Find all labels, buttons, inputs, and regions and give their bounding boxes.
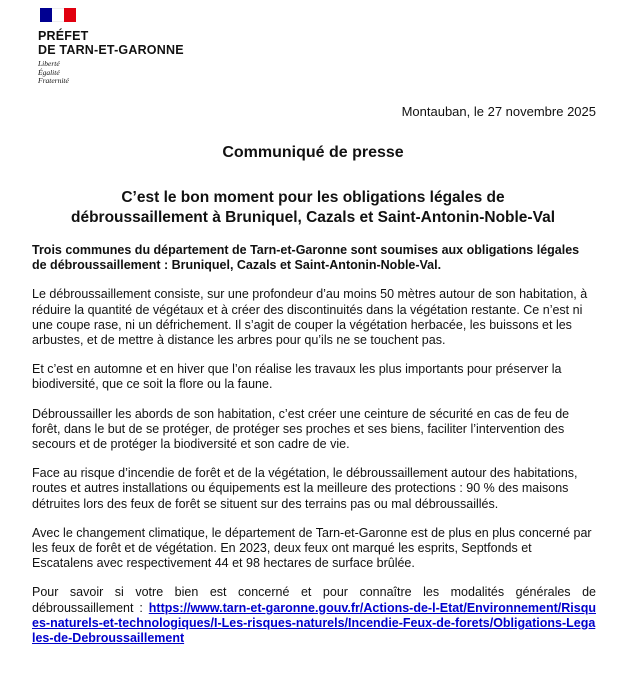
republic-motto (38, 60, 258, 86)
press-release-title (40, 188, 586, 228)
body-text (32, 243, 596, 660)
title-line-2: débroussaillement à Bruniquel, Cazals et Saint-Antonin-Noble-Val (70, 209, 556, 226)
date-line: Montauban, le 27 novembre 2025 (401, 104, 596, 119)
body-paragraph: Et c’est en automne et en hiver que l’on réalise les travaux les plus importants pour préserver la biodiversité, que ce soit la flore ou la faune. (32, 362, 562, 392)
lead-paragraph: Trois communes du département de Tarn-et-Garonne sont soumises aux obligations légales de débroussaillement : Bruniquel, Cazals et Saint-Antonin-Noble-Val. (32, 243, 580, 273)
flag-blue-stripe (40, 8, 52, 22)
flag-red-stripe (64, 8, 76, 22)
body-paragraph: Débroussailler les abords de son habitation, c’est créer une ceinture de sécurité en cas de feu de forêt, dans le but de se protéger, de protéger ses proches et ses biens, faciliter l’intervention des secours et de protéger la biodiversité et son cadre de vie. (32, 406, 570, 452)
closing-text: Pour savoir si votre bien est concerné et pour connaître les modalités générales de débroussaillement : (32, 585, 596, 615)
body-paragraph: Le débroussaillement consiste, sur une profondeur d’au moins 50 mètres autour de son habitation, à réduire la quantité de végétaux et à créer des discontinuités dans la végétation restante. Ce n’est ni une coupe rase, ni un défrichement. Il s’agit de couper la végétation herbacée, les buissons et les arbustes, et de mettre à distance les arbres pour qu’ils ne se touchent pas. (32, 287, 588, 348)
closing-paragraph (32, 585, 596, 646)
official-website-link[interactable]: https://www.tarn-et-garonne.gouv.fr/Actions-de-l-Etat/Environnement/Risques-naturels-et-technologiques/I-Les-risques-naturels/Incendie-Feux-de-forets/Obligations-Legales-de-Debroussaillement (32, 600, 596, 646)
document-heading: Communiqué de presse (222, 144, 404, 161)
body-paragraph: Avec le changement climatique, le département de Tarn-et-Garonne est de plus en plus concerné par les feux de forêt et de végétation. En 2023, deux feux ont marqué les esprits, Septfonds et Escatalens avec respectivement 44 et 98 hectares de surface brûlée. (32, 525, 592, 571)
motto-liberte: Liberté (38, 59, 60, 68)
title-line-1: C’est le bon moment pour les obligations légales de (121, 189, 505, 206)
french-flag-icon (40, 8, 76, 22)
flag-white-stripe (52, 8, 64, 22)
motto-fraternite: Fraternité (38, 76, 69, 85)
body-paragraph: Face au risque d’incendie de forêt et de la végétation, le débroussaillement autour des habitations, routes et autres installations ou équipements est la meilleure des protections : 90 % des maisons détruites lors des feux de forêt se situent sur des terrains pas ou mal débroussaillés. (32, 466, 578, 511)
prefecture-line-2: DE TARN-ET-GARONNE (38, 43, 184, 57)
motto-egalite: Égalité (38, 67, 60, 77)
prefecture-line-1: PRÉFET (38, 29, 89, 43)
prefecture-name (38, 29, 258, 57)
prefecture-logo-block (38, 8, 258, 86)
